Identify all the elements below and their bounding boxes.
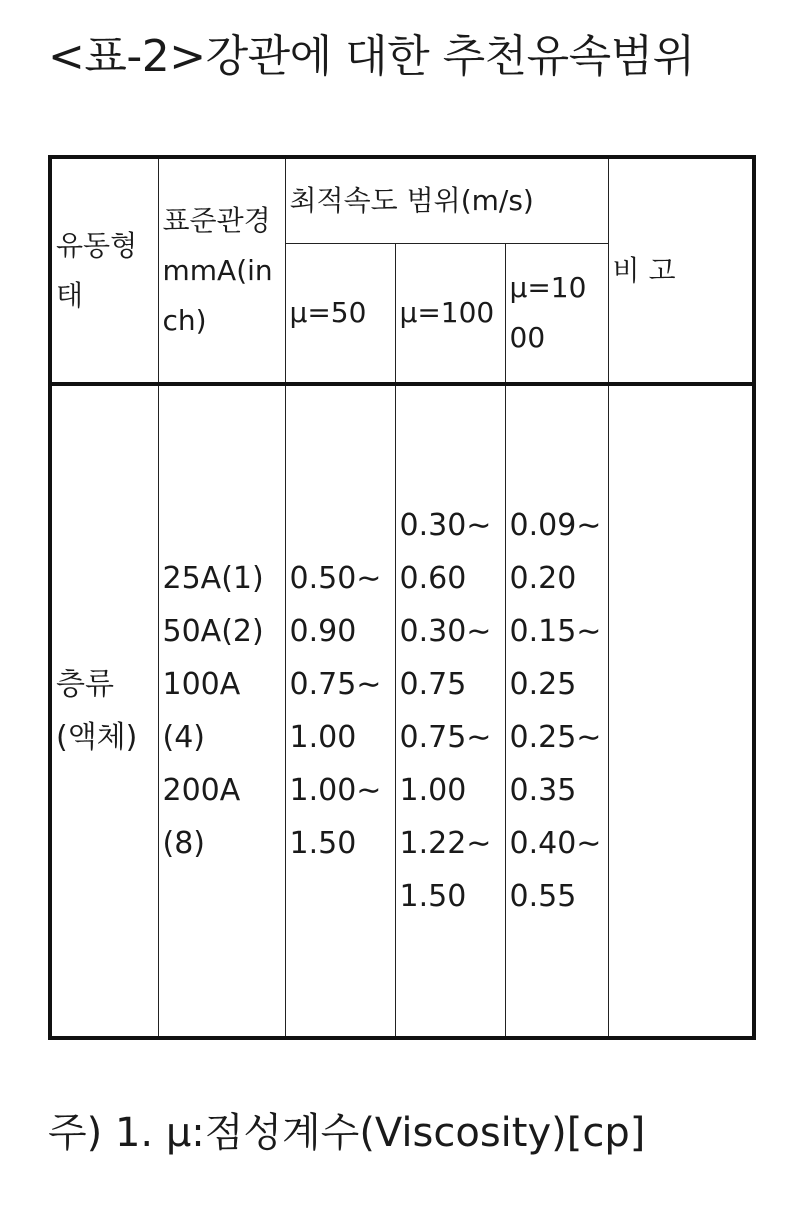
cell-pipe-sizes bbox=[158, 384, 285, 1038]
header-remarks: 비 고 bbox=[608, 157, 754, 384]
speed-range-value: 0.75∼1.00 bbox=[289, 667, 382, 755]
speed-range-value: 1.22∼1.50 bbox=[399, 826, 492, 914]
header-mu-50: μ=50 bbox=[285, 244, 395, 385]
header-optimal-speed-range: 최적속도 범위(m/s) bbox=[285, 157, 608, 244]
speed-range-value: 0.09∼0.20 bbox=[509, 508, 602, 596]
footnote: 주) 1. μ:점성계수(Viscosity)[cp] bbox=[48, 1110, 646, 1156]
speed-range-value: 0.25∼0.35 bbox=[509, 720, 602, 808]
cell-flow-type: 층류(액체) bbox=[50, 384, 158, 1038]
pipe-size-value: 100A(4) bbox=[162, 667, 241, 755]
recommended-velocity-table bbox=[48, 155, 756, 1040]
speed-range-value: 0.15∼0.25 bbox=[509, 614, 602, 702]
header-flow-type: 유동형태 bbox=[50, 157, 158, 384]
header-pipe-size: 표준관경mmA(inch) bbox=[158, 157, 285, 384]
pipe-size-value: 50A(2) bbox=[162, 614, 264, 649]
speed-range-value: 0.40∼0.55 bbox=[509, 826, 602, 914]
cell-mu-100-values bbox=[395, 384, 505, 1038]
cell-remarks bbox=[608, 384, 754, 1038]
header-mu-1000: μ=1000 bbox=[505, 244, 608, 385]
cell-mu-1000-values bbox=[505, 384, 608, 1038]
speed-range-value: 0.75∼1.00 bbox=[399, 720, 492, 808]
header-mu-100: μ=100 bbox=[395, 244, 505, 385]
speed-range-value: 0.50∼0.90 bbox=[289, 561, 382, 649]
table-row bbox=[50, 384, 754, 1038]
cell-mu-50-values bbox=[285, 384, 395, 1038]
pipe-size-value: 200A(8) bbox=[162, 773, 241, 861]
speed-range-value: 1.00∼1.50 bbox=[289, 773, 382, 861]
speed-range-value: 0.30∼0.75 bbox=[399, 614, 492, 702]
pipe-size-value: 25A(1) bbox=[162, 561, 264, 596]
speed-range-value: 0.30∼0.60 bbox=[399, 508, 492, 596]
page-title: <표-2>강관에 대한 추천유속범위 bbox=[48, 31, 695, 82]
